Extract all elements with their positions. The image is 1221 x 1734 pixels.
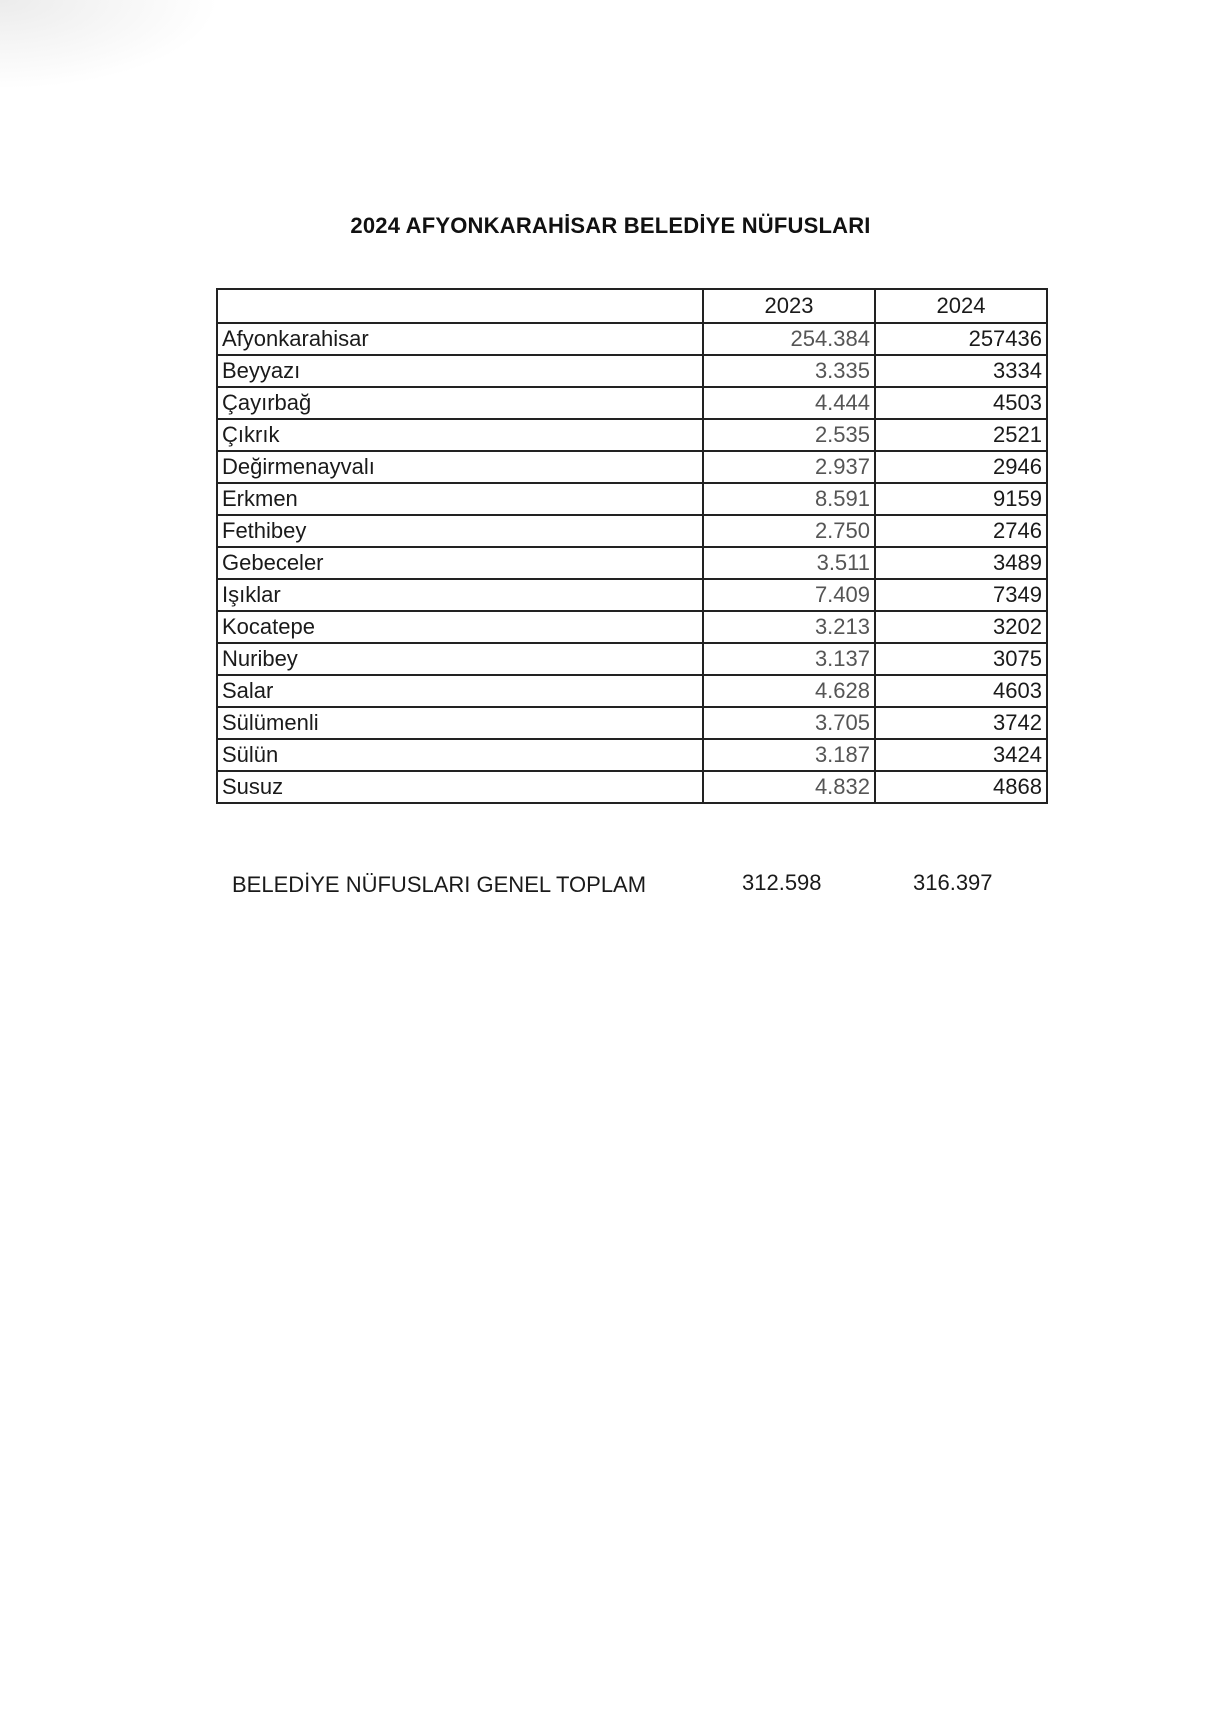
table-row	[217, 643, 1047, 675]
population-2023: 2.750	[703, 515, 875, 547]
population-2023: 3.705	[703, 707, 875, 739]
population-2024: 3489	[875, 547, 1047, 579]
table-row	[217, 323, 1047, 355]
population-2023: 4.444	[703, 387, 875, 419]
municipality-name: Çıkrık	[217, 419, 703, 451]
population-2023: 3.213	[703, 611, 875, 643]
population-2023: 3.187	[703, 739, 875, 771]
population-2024: 3334	[875, 355, 1047, 387]
population-2024: 2521	[875, 419, 1047, 451]
table-row	[217, 515, 1047, 547]
municipality-name: Erkmen	[217, 483, 703, 515]
population-2024: 4603	[875, 675, 1047, 707]
population-2024: 3075	[875, 643, 1047, 675]
table-row	[217, 579, 1047, 611]
municipality-name: Salar	[217, 675, 703, 707]
municipality-name: Çayırbağ	[217, 387, 703, 419]
header-blank-cell	[217, 289, 703, 323]
table-row	[217, 771, 1047, 803]
page-title: 2024 AFYONKARAHİSAR BELEDİYE NÜFUSLARI	[350, 213, 871, 238]
population-2023: 4.628	[703, 675, 875, 707]
population-2023: 3.137	[703, 643, 875, 675]
municipality-name: Gebeceler	[217, 547, 703, 579]
population-2023: 2.937	[703, 451, 875, 483]
table-row	[217, 355, 1047, 387]
population-2024: 4868	[875, 771, 1047, 803]
population-2023: 7.409	[703, 579, 875, 611]
population-2023: 4.832	[703, 771, 875, 803]
table-row	[217, 419, 1047, 451]
municipality-name: Nuribey	[217, 643, 703, 675]
population-2024: 2946	[875, 451, 1047, 483]
population-2024: 2746	[875, 515, 1047, 547]
population-2024: 9159	[875, 483, 1047, 515]
header-2023: 2023	[703, 289, 875, 323]
municipality-name: Beyyazı	[217, 355, 703, 387]
table-row	[217, 675, 1047, 707]
municipality-name: Işıklar	[217, 579, 703, 611]
population-2023: 3.511	[703, 547, 875, 579]
population-2023: 8.591	[703, 483, 875, 515]
scan-smudge	[0, 0, 220, 90]
population-2024: 257436	[875, 323, 1047, 355]
population-2024: 4503	[875, 387, 1047, 419]
population-table	[216, 288, 1048, 804]
municipality-name: Değirmenayvalı	[217, 451, 703, 483]
municipality-name: Kocatepe	[217, 611, 703, 643]
population-2023: 254.384	[703, 323, 875, 355]
table-header-row	[217, 289, 1047, 323]
population-2024: 7349	[875, 579, 1047, 611]
municipality-name: Fethibey	[217, 515, 703, 547]
table-row	[217, 611, 1047, 643]
table-row	[217, 547, 1047, 579]
table-row	[217, 387, 1047, 419]
total-2024: 316.397	[913, 870, 993, 895]
total-label: BELEDİYE NÜFUSLARI GENEL TOPLAM	[232, 872, 647, 897]
municipality-name: Sülümenli	[217, 707, 703, 739]
header-2024: 2024	[875, 289, 1047, 323]
total-2023: 312.598	[742, 870, 822, 895]
municipality-name: Sülün	[217, 739, 703, 771]
table-row	[217, 739, 1047, 771]
municipality-name: Afyonkarahisar	[217, 323, 703, 355]
population-2024: 3424	[875, 739, 1047, 771]
municipality-name: Susuz	[217, 771, 703, 803]
table-row	[217, 451, 1047, 483]
population-2023: 3.335	[703, 355, 875, 387]
table-body	[217, 323, 1047, 803]
table-row	[217, 707, 1047, 739]
population-2024: 3202	[875, 611, 1047, 643]
population-2024: 3742	[875, 707, 1047, 739]
table-row	[217, 483, 1047, 515]
population-2023: 2.535	[703, 419, 875, 451]
